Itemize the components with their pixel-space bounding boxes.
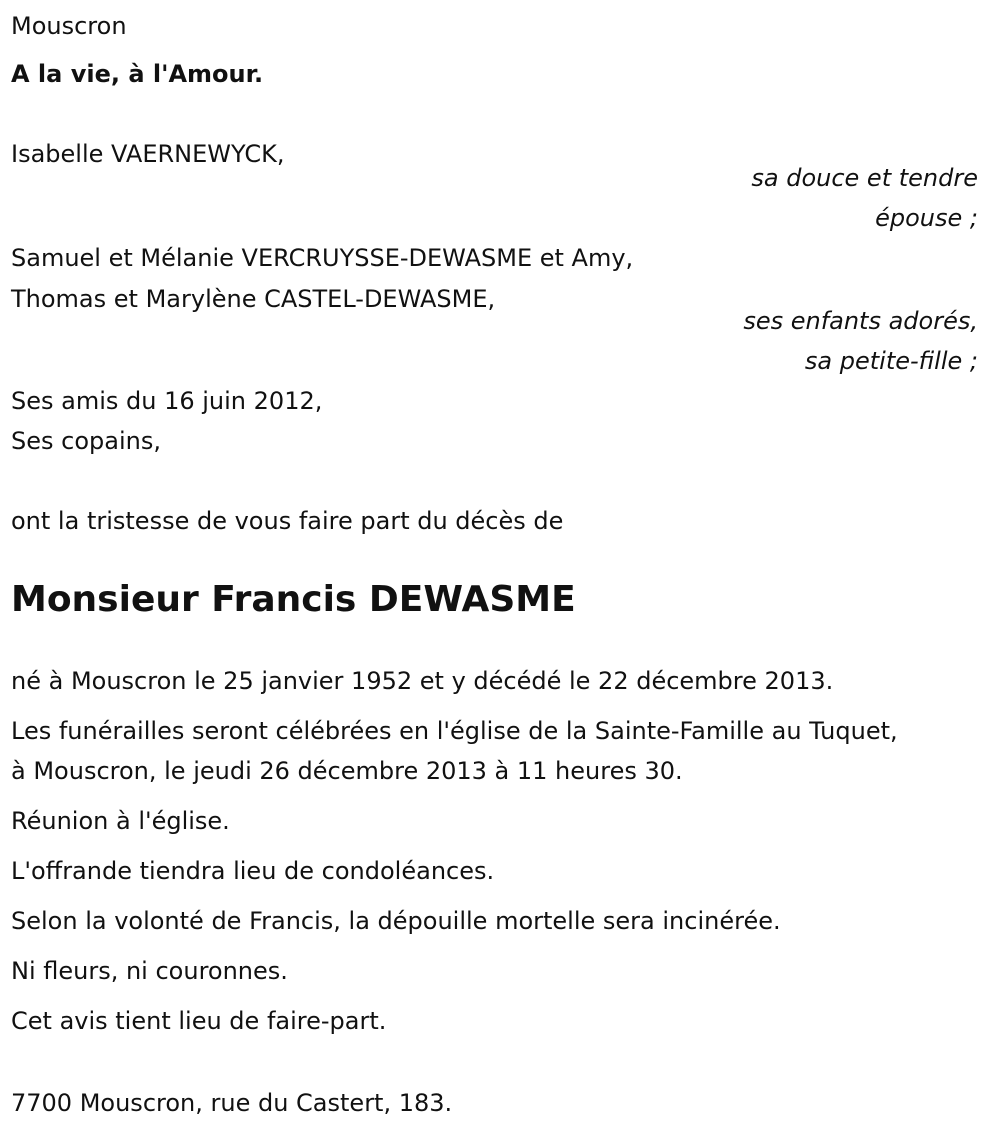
spouse-role-line2: épouse ; xyxy=(875,204,978,232)
address: 7700 Mouscron, rue du Castert, 183. xyxy=(11,1089,453,1117)
reunion-note: Réunion à l'église. xyxy=(11,807,230,835)
children-line1: Samuel et Mélanie VERCRUYSSE-DEWASME et Amy, xyxy=(11,244,634,272)
cremation-note: Selon la volonté de Francis, la dépouille mortelle sera incinérée. xyxy=(11,907,781,935)
funeral-line2: à Mouscron, le jeudi 26 décembre 2013 à 11 heures 30. xyxy=(11,757,683,785)
children-role-line1: ses enfants adorés, xyxy=(743,307,978,335)
announcement-intro: ont la tristesse de vous faire part du décès de xyxy=(11,507,564,535)
friends-line1: Ses amis du 16 juin 2012, xyxy=(11,387,323,415)
children-role-line2: sa petite-fille ; xyxy=(804,347,978,375)
offering-note: L'offrande tiendra lieu de condoléances. xyxy=(11,857,495,885)
funeral-line1: Les funérailles seront célébrées en l'église de la Sainte-Famille au Tuquet, xyxy=(11,717,898,745)
friends-line2: Ses copains, xyxy=(11,427,161,455)
spouse-name: Isabelle VAERNEWYCK, xyxy=(11,140,285,168)
motto: A la vie, à l'Amour. xyxy=(11,60,264,88)
children-line2: Thomas et Marylène CASTEL-DEWASME, xyxy=(11,285,496,313)
birth-death-dates: né à Mouscron le 25 janvier 1952 et y décédé le 22 décembre 2013. xyxy=(11,667,834,695)
city-heading: Mouscron xyxy=(11,12,127,40)
deceased-name: Monsieur Francis DEWASME xyxy=(11,579,576,620)
notice-note: Cet avis tient lieu de faire-part. xyxy=(11,1007,387,1035)
flowers-note: Ni fleurs, ni couronnes. xyxy=(11,957,288,985)
spouse-role-line1: sa douce et tendre xyxy=(751,164,978,192)
